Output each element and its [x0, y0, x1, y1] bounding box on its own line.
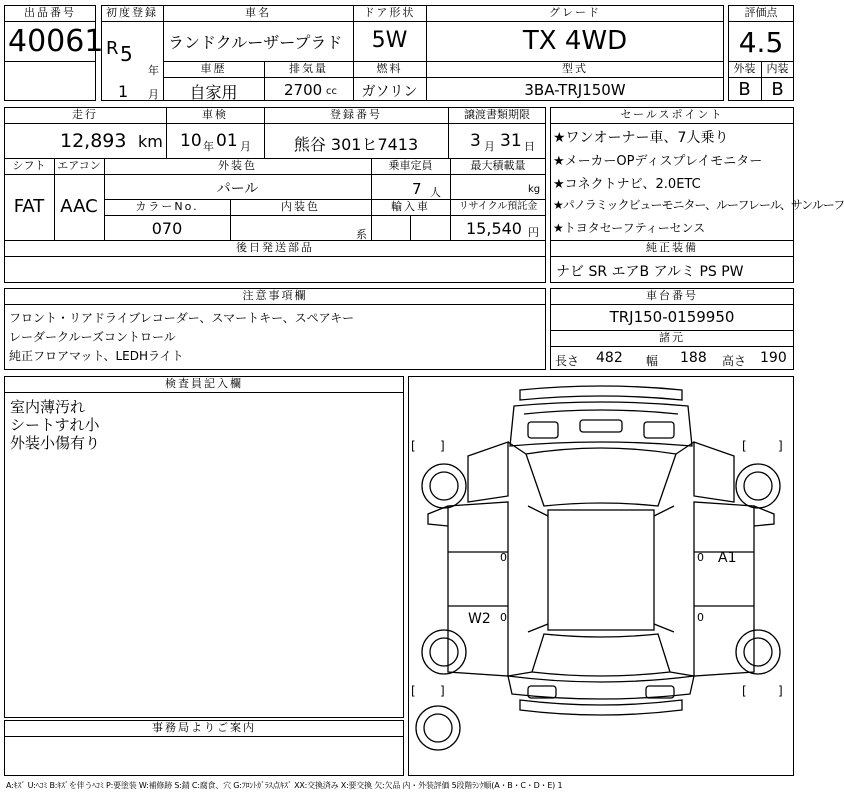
width-label: 幅	[646, 354, 659, 368]
displacement: 2700	[284, 81, 323, 99]
history: 自家用	[189, 83, 238, 102]
car-name: ランドクルーザープラド	[168, 33, 343, 52]
chassis-label: 車台番号	[646, 289, 698, 302]
score-label: 評価点	[744, 6, 778, 19]
int-label: 内装	[766, 62, 789, 75]
dims-label: 諸元	[659, 331, 685, 344]
note-line-3: 純正フロアマット、LEDHライト	[9, 349, 184, 363]
chassis-number: TRJ150-0159950	[609, 308, 735, 326]
transfer-month: 3	[470, 131, 481, 151]
ext-label: 外装	[733, 62, 756, 75]
reg-month: 1	[118, 82, 129, 101]
insp-year: 10	[180, 131, 202, 151]
sales-point-3: ★コネクトナビ、2.0ETC	[553, 177, 701, 192]
mileage: 12,893	[60, 130, 127, 152]
door-mark-right-rear: 0	[697, 611, 704, 624]
height-label: 高さ	[722, 354, 747, 368]
legend-footer: A:ｷｽﾞ U:ﾍｺﾐ B:ｷｽﾞを伴うﾍｺﾐ P:要塗装 W:補修跡 S:錆 C:腐食、穴 G:ﾌﾛﾝﾄｶﾞﾗｽ点ｷｽﾞ XX:交換済み X:要交換 欠:欠品 内・外装評価 5段階ﾗﾝｸ順(A・B・C・D・E) 1	[6, 781, 563, 790]
transfer-month-unit: 月	[484, 140, 495, 153]
shift-label: シフト	[12, 159, 46, 172]
sales-point-5: ★トヨタセーフティーセンス	[553, 221, 706, 235]
model-code: 3BA-TRJ150W	[524, 81, 626, 99]
height: 190	[760, 350, 787, 366]
door-mark-left-rear: 0	[500, 611, 507, 624]
door-label: ドア形状	[363, 6, 416, 19]
insp-month: 01	[216, 131, 238, 151]
recycle-label: リサイクル預託金	[458, 201, 538, 212]
office-label: 事務局よりご案内	[152, 721, 256, 734]
ext-grade: B	[738, 79, 751, 100]
car-diagram	[408, 376, 794, 776]
equipment: ナビ SR エアB アルミ PS PW	[556, 264, 744, 280]
sales-point-4: ★パノラミックビューモニター、ルーフレール、サンルーフ	[553, 198, 844, 212]
grade-label: グレード	[549, 6, 601, 19]
era: R	[106, 38, 119, 59]
lot-label: 出品番号	[24, 6, 76, 19]
interior-color-unit: 系	[356, 228, 367, 241]
bracket-rr-open: [	[742, 684, 747, 698]
sales-point-1: ★ワンオーナー車、7人乗り	[553, 130, 729, 146]
door-mark-right-front: 0	[697, 551, 704, 564]
damage-mark-w2: W2	[468, 611, 491, 627]
inspector-line-1: 室内薄汚れ	[10, 398, 86, 416]
history-label: 車歴	[200, 62, 227, 75]
bracket-fl-close: ]	[440, 439, 445, 453]
bracket-fl-open: [	[411, 439, 416, 453]
length-label: 長さ	[555, 354, 580, 368]
seats-unit: 人	[430, 186, 441, 199]
door-type: 5W	[371, 28, 408, 53]
ac: AAC	[60, 196, 98, 217]
damage-mark-a1: A1	[718, 550, 737, 566]
mileage-unit: km	[138, 132, 163, 151]
bracket-rl-close: ]	[440, 684, 445, 698]
inspector-line-2: シートすれ小	[10, 416, 100, 434]
insp-year-unit: 年	[203, 140, 214, 153]
displacement-unit: cc	[326, 86, 337, 97]
interior-color-label: 内装色	[281, 200, 320, 213]
lot-number: 40061	[8, 24, 104, 59]
color-label: 外装色	[218, 159, 257, 172]
color-number: 070	[151, 219, 183, 238]
bracket-fr-close: ]	[778, 439, 783, 453]
transfer-day: 31	[500, 131, 522, 151]
fuel-label: 燃料	[376, 62, 403, 75]
color-no-label: カラーNo.	[135, 200, 199, 213]
reg-year: 5	[120, 42, 133, 66]
insp-month-unit: 月	[240, 140, 251, 153]
int-grade: B	[771, 79, 784, 100]
notes-label: 注意事項欄	[242, 289, 308, 302]
inspector-label: 検査員記入欄	[165, 377, 243, 390]
seats: 7	[412, 180, 422, 198]
month-unit: 月	[148, 88, 159, 101]
first-reg-label: 初度登録	[106, 6, 158, 19]
load-unit: kg	[528, 184, 541, 195]
year-unit: 年	[148, 64, 159, 77]
model-label: 型式	[562, 62, 588, 75]
sales-point-2: ★メーカーOPディスプレイモニター	[553, 154, 763, 169]
seats-label: 乗車定員	[388, 159, 433, 172]
load-label: 最大積載量	[470, 159, 526, 172]
exterior-color: パール	[216, 181, 259, 197]
grade: TX 4WD	[522, 26, 628, 56]
mileage-label: 走行	[72, 108, 98, 121]
score: 4.5	[738, 26, 784, 59]
sales-label: セールスポイント	[620, 108, 724, 121]
parts-label: 後日発送部品	[236, 241, 314, 254]
transfer-label: 譲渡書類期限	[464, 108, 530, 121]
plate-number: 熊谷 301ヒ7413	[293, 135, 419, 154]
equipment-label: 純正装備	[646, 241, 698, 254]
plate-label: 登録番号	[330, 108, 382, 121]
note-line-2: レーダークルーズコントロール	[9, 330, 176, 344]
bracket-rl-open: [	[411, 684, 416, 698]
car-name-label: 車名	[245, 6, 271, 19]
shift: FAT	[13, 196, 45, 217]
inspector-line-3: 外装小傷有り	[10, 434, 101, 452]
bracket-fr-open: [	[742, 439, 747, 453]
recycle-fee: 15,540	[466, 219, 522, 238]
length: 482	[596, 350, 623, 366]
transfer-day-unit: 日	[524, 140, 535, 153]
inspection-label: 車検	[202, 108, 228, 121]
fuel: ガソリン	[361, 84, 418, 100]
width: 188	[680, 350, 707, 366]
bracket-rr-close: ]	[778, 684, 783, 698]
recycle-unit: 円	[528, 226, 539, 239]
door-mark-left-front: 0	[500, 551, 507, 564]
ac-label: エアコン	[57, 159, 101, 172]
note-line-1: フロント・リアドライブレコーダー、スマートキー、スペアキー	[9, 311, 355, 325]
displacement-label: 排気量	[289, 62, 328, 75]
import-label: 輸入車	[391, 200, 430, 213]
